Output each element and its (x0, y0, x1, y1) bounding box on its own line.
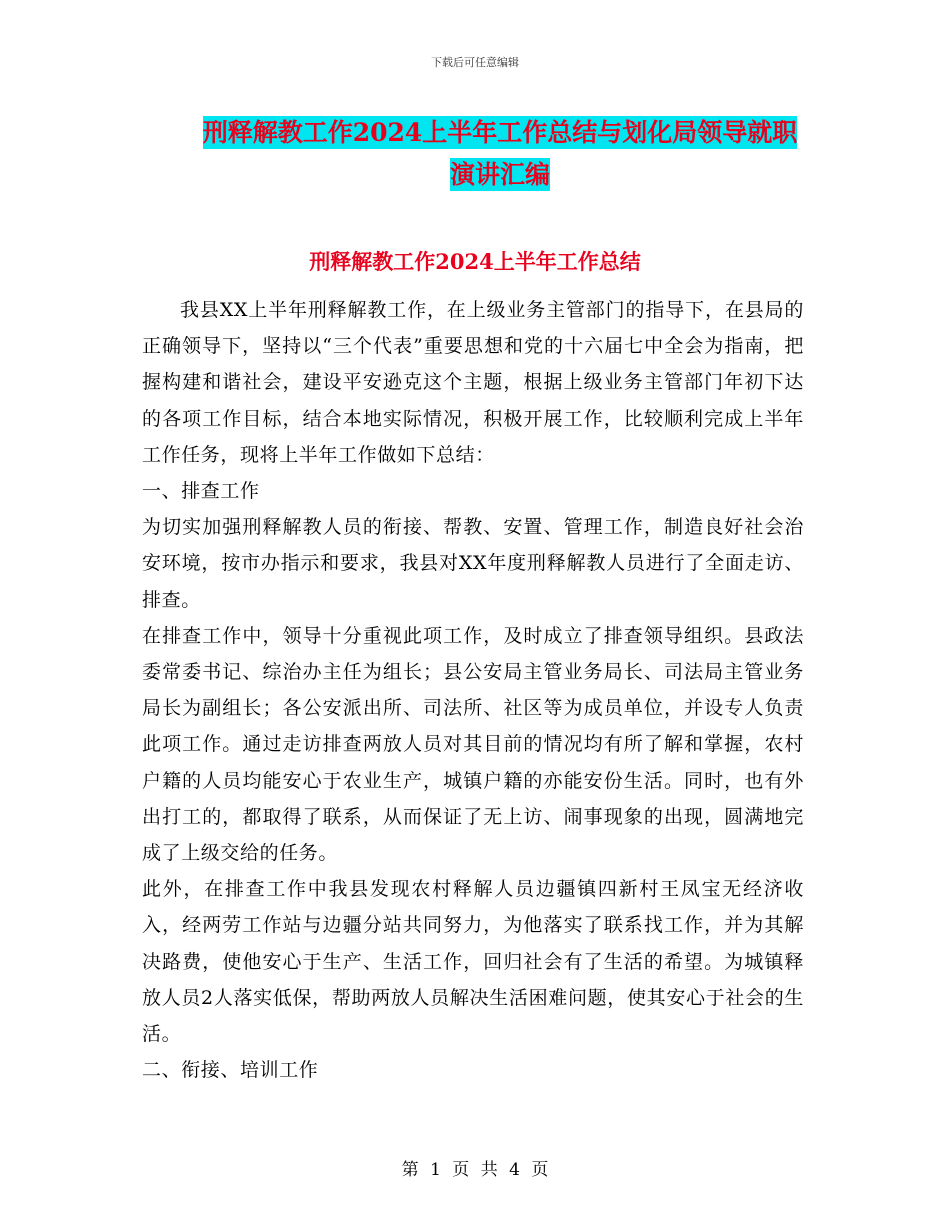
paragraph: 在排查工作中，领导十分重视此项工作，及时成立了排查领导组织。县政法委常委书记、综治办主任为组长；县公安局主管业务局长、司法局主管业务局长为副组长；各公安派出所、司法所、社区等为成员单位，并设专人负责此项工作。通过走访排查两放人员对其目前的情况均有所了解和掌握，农村户籍的人员均能安心于农业生产，城镇户籍的亦能安份生活。同时，也有外出打工的，都取得了联系，从而保证了无上访、闹事现象的出现，圆满地完成了上级交给的任务。 (142, 624, 804, 865)
heading-training: 二、衔接、培训工作 (142, 1059, 319, 1082)
header-note: 下载后可任意编辑 (431, 56, 519, 69)
paragraph: 此外，在排查工作中我县发现农村释解人员边疆镇四新村王凤宝无经济收入，经两劳工作站与边疆分站共同努力，为他落实了联系找工作，并为其解决路费，使他安心于生产、生活工作，回归社会有了生活的希望。为城镇释放人员2人落实低保，帮助两放人员解决生活困难问题，使其安心于社会的生活。 (142, 878, 804, 1046)
section-title: 刑释解教工作2024上半年工作总结 (309, 249, 641, 274)
document-title (140, 112, 860, 196)
page-number: 第 1 页 共 4 页 (401, 1160, 549, 1180)
title-line-1: 刑释解教工作2024上半年工作总结与划化局领导就职 (202, 118, 798, 147)
document-body (142, 292, 804, 1088)
title-line-2: 演讲汇编 (449, 160, 550, 189)
paragraph-intro: 我县XX上半年刑释解教工作，在上级业务主管部门的指导下，在县局的正确领导下，坚持以“三个代表”重要思想和党的十六届七中全会为指南，把握构建和谐社会，建设平安逊克这个主题，根据上级业务主管部门年初下达的各项工作目标，结合本地实际情况，积极开展工作，比较顺利完成上半年工作任务，现将上半年工作做如下总结： (142, 299, 804, 466)
paragraph: 为切实加强刑释解教人员的衔接、帮教、安置、管理工作，制造良好社会治安环境，按市办指示和要求，我县对XX年度刑释解教人员进行了全面走访、排查。 (142, 516, 804, 611)
heading-investigation: 一、排查工作 (142, 480, 260, 503)
